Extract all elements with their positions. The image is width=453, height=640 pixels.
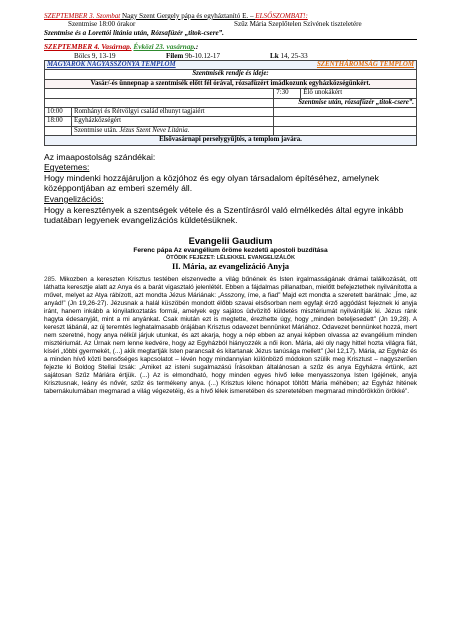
- general-intention-label: Egyetemes:: [44, 162, 90, 173]
- right-after-mass: Szentmise után, rózsafüzér „titok-csere”.: [274, 98, 417, 107]
- right-mass-time: 7:30: [274, 89, 301, 98]
- sunday-date: SZEPTEMBER 4. Vasárnap.: [44, 42, 132, 52]
- saturday-date: SZEPTEMBER 3. Szombat: [44, 12, 121, 20]
- reading-gospel: [270, 52, 308, 60]
- evangelization-intention-text: Hogy a keresztények a szentségek vétele és a Szentírásról való elmélkedés által egyre inkább tudatában legyenek evangelizációs küldetésüknek.: [44, 204, 404, 226]
- empty-cell: [45, 89, 274, 98]
- right-church-name: SZENTHÁROMSÁG TEMPLOM: [274, 60, 417, 69]
- first-saturday-label: ELSŐSZOMBAT!:: [255, 12, 308, 20]
- general-intention-text: Hogy mindenki hozzájáruljon a közjóhoz és egy olyan társadalom építéséhez, amelynek középpontjában az emberi személy áll.: [44, 172, 379, 194]
- sunday-readings: [44, 52, 417, 60]
- evangelization-intention-label: Evangelizációs:: [44, 194, 104, 205]
- sunday-liturgical-name: Évközi 23. vasárnap: [133, 42, 195, 52]
- intentions-intro: Az imaapostolság szándékai:: [44, 151, 156, 162]
- gaudium-subtitle: Ferenc pápa Az evangélium öröme kezdetű apostoli buzdítása: [133, 246, 328, 254]
- mass-intent: Egyházközségért: [72, 117, 274, 126]
- schedule-row-right-after: [45, 98, 417, 107]
- sunday-heading: [44, 43, 417, 52]
- schedule-collection-row: [45, 136, 417, 145]
- gaudium-title: Evangelii Gaudium: [188, 235, 273, 246]
- prayer-intentions: [44, 152, 417, 226]
- saturday-mass-line: [44, 20, 417, 28]
- saturday-mass-time: Szentmise 18:00 órakor: [68, 20, 136, 29]
- left-church-name: MAGYAROK NAGYASSZONYA TEMPLOM: [45, 60, 274, 69]
- litany-prefix: Szentmise után.: [74, 126, 120, 134]
- schedule-row: [45, 117, 417, 126]
- gaudium-paragraph: [44, 276, 417, 397]
- gaudium-chapter: ÖTÖDIK FEJEZET: LÉLEKKEL EVANGELIZÁLÓK: [165, 254, 296, 261]
- reading-second: [166, 52, 270, 60]
- saturday-after-mass: Szentmise és a Lorettói litánia után, Rózsafüzér „titok-csere”.: [44, 28, 224, 37]
- schedule-order-row: [45, 70, 417, 79]
- mass-time: 18:00: [45, 117, 72, 126]
- right-mass-intent: Élő unokákért: [301, 89, 417, 98]
- empty-cell: [45, 126, 72, 135]
- saturday-heading: [44, 12, 417, 20]
- schedule-row: [45, 108, 417, 117]
- paragraph-number: 285.: [44, 275, 57, 283]
- schedule-church-row: [45, 60, 417, 69]
- schedule-order-title: Szentmisék rendje és ideje:: [45, 70, 417, 79]
- rosary-notice: Vasár/-és ünnepnap a szentmisék előtt fél órával, rózsafüzért imádkozunk egyházközségünkért.: [45, 79, 417, 88]
- gaudium-section: II. Mária, az evangelizáció Anyja: [171, 261, 290, 271]
- saturday-desc: Nagy Szent Gergely pápa és egyháztanító E. –: [120, 12, 256, 20]
- schedule-notice-row: [45, 79, 417, 88]
- reading-second-ref: 9b-10.12-17: [183, 51, 220, 60]
- litany-cell: [72, 126, 274, 135]
- sunday-heading-tail: .:: [194, 42, 199, 52]
- empty-cell: [274, 126, 417, 135]
- reading-gospel-label: Lk: [270, 51, 279, 60]
- empty-cell: [274, 117, 417, 126]
- paragraph-text: Mikozben a kereszten Krisztus testében elszenvedte a világ bűnének és Isten irgalmasságának drámai találkozását, ott láthatta keresztje alatt az Anya és a barát vigasztaló jelenlétét. Ebben a fájdalmas pillanatban, mielőtt befejeztethek nyilvánította a művet, melyet az Atya rábízott, azt mondta Jézus Máriának: „Asszony, íme, a fiad” Majd ezt mondta a szeretett barátnak: „Íme, az anyád!” (Jn 19,26-27). Jézusnak a halál küszöbén mondott élőbb szavai elsősorban nem egyfajt érző aggódást fejeznek ki anyja iránt, hanem inkább a kinyilatkoztatás formái, amelyek egy sajátos üdvözítő küldetés misztériumát nyilvánítják ki. Jézus ránk hagyta édesanyját, mint a mi anyánkat. Csak miután ezt is megtette, érezhette úgy, hogy „minden beteljesedett” (Jn 19,28). A kereszt lábánál, az új teremtés leghatalmasabb órájában Krisztus odavezet bennünket Máriához. Odavezet bennünket hozzá, mert nem szeretné, hogy anya nélkül járjuk utunkat, és azt akarja, hogy a nép ebben az anyai képben olvassa az evangélium minden misztériumát. Az Úrnak nem lenne kedvére, hogy az Egyházból hiányozzék a női ikon. Mária, aki oly nagy hittel hozta világra fiát, kíséri „többi gyermekét, (...) akik megtartják Isten parancsait és kitartanak Jézus tanúsága mellett” (Jel 12,17). Mária, az Egyház és a minden hívő közti bensőséges kapcsolatot – lévén hogy mindannyian különböző módokon szülik meg Krisztust – nagyszerűen fejezte ki Boldog Stellai Izsák: „Amiket az isteni sugalmazású Írásokban általánosan a szűz és anya Egyházra értünk, azt sajátosan Szűz Máriára értjük. (...) Az is elmondható, hogy minden egyes hívő lelke menyasszonya Isten Igéjének, anyja Krisztusnak, leány és nővér, szűz és termékeny anya. (...) Krisztus kilenc hónapot töltött Mária méhében; az Egyház hitének tabernákulumában megmarad a világ végezetéig, és a hívő lélek ismeretében és szeretetében megmarad mindörökkön örökké”.: [44, 275, 417, 396]
- litany-name: Jézus Szent Neve Litánia.: [119, 126, 190, 134]
- empty-cell: [45, 98, 274, 107]
- collection-notice: Elsővasárnapi perselygyűjtés, a templom javára.: [45, 136, 417, 145]
- reading-gospel-ref: 14, 25-33: [278, 51, 308, 60]
- bulletin-page: [44, 12, 417, 397]
- reading-first: Bölcs 9, 13-19: [74, 51, 116, 60]
- empty-cell: [274, 108, 417, 117]
- schedule-row-right-mass: [45, 89, 417, 98]
- mass-schedule-table: [44, 60, 417, 146]
- mass-intent: Romhányi és Rétvölgyi család elhunyt tagjaiért: [72, 108, 274, 117]
- section-divider: [44, 39, 417, 40]
- saturday-mass-dedication: Szűz Mária Szeplőtelen Szívének tiszteletére: [234, 20, 362, 29]
- mass-time: 10:00: [45, 108, 72, 117]
- schedule-row-litany: [45, 126, 417, 135]
- reading-second-label: Filem: [166, 51, 184, 60]
